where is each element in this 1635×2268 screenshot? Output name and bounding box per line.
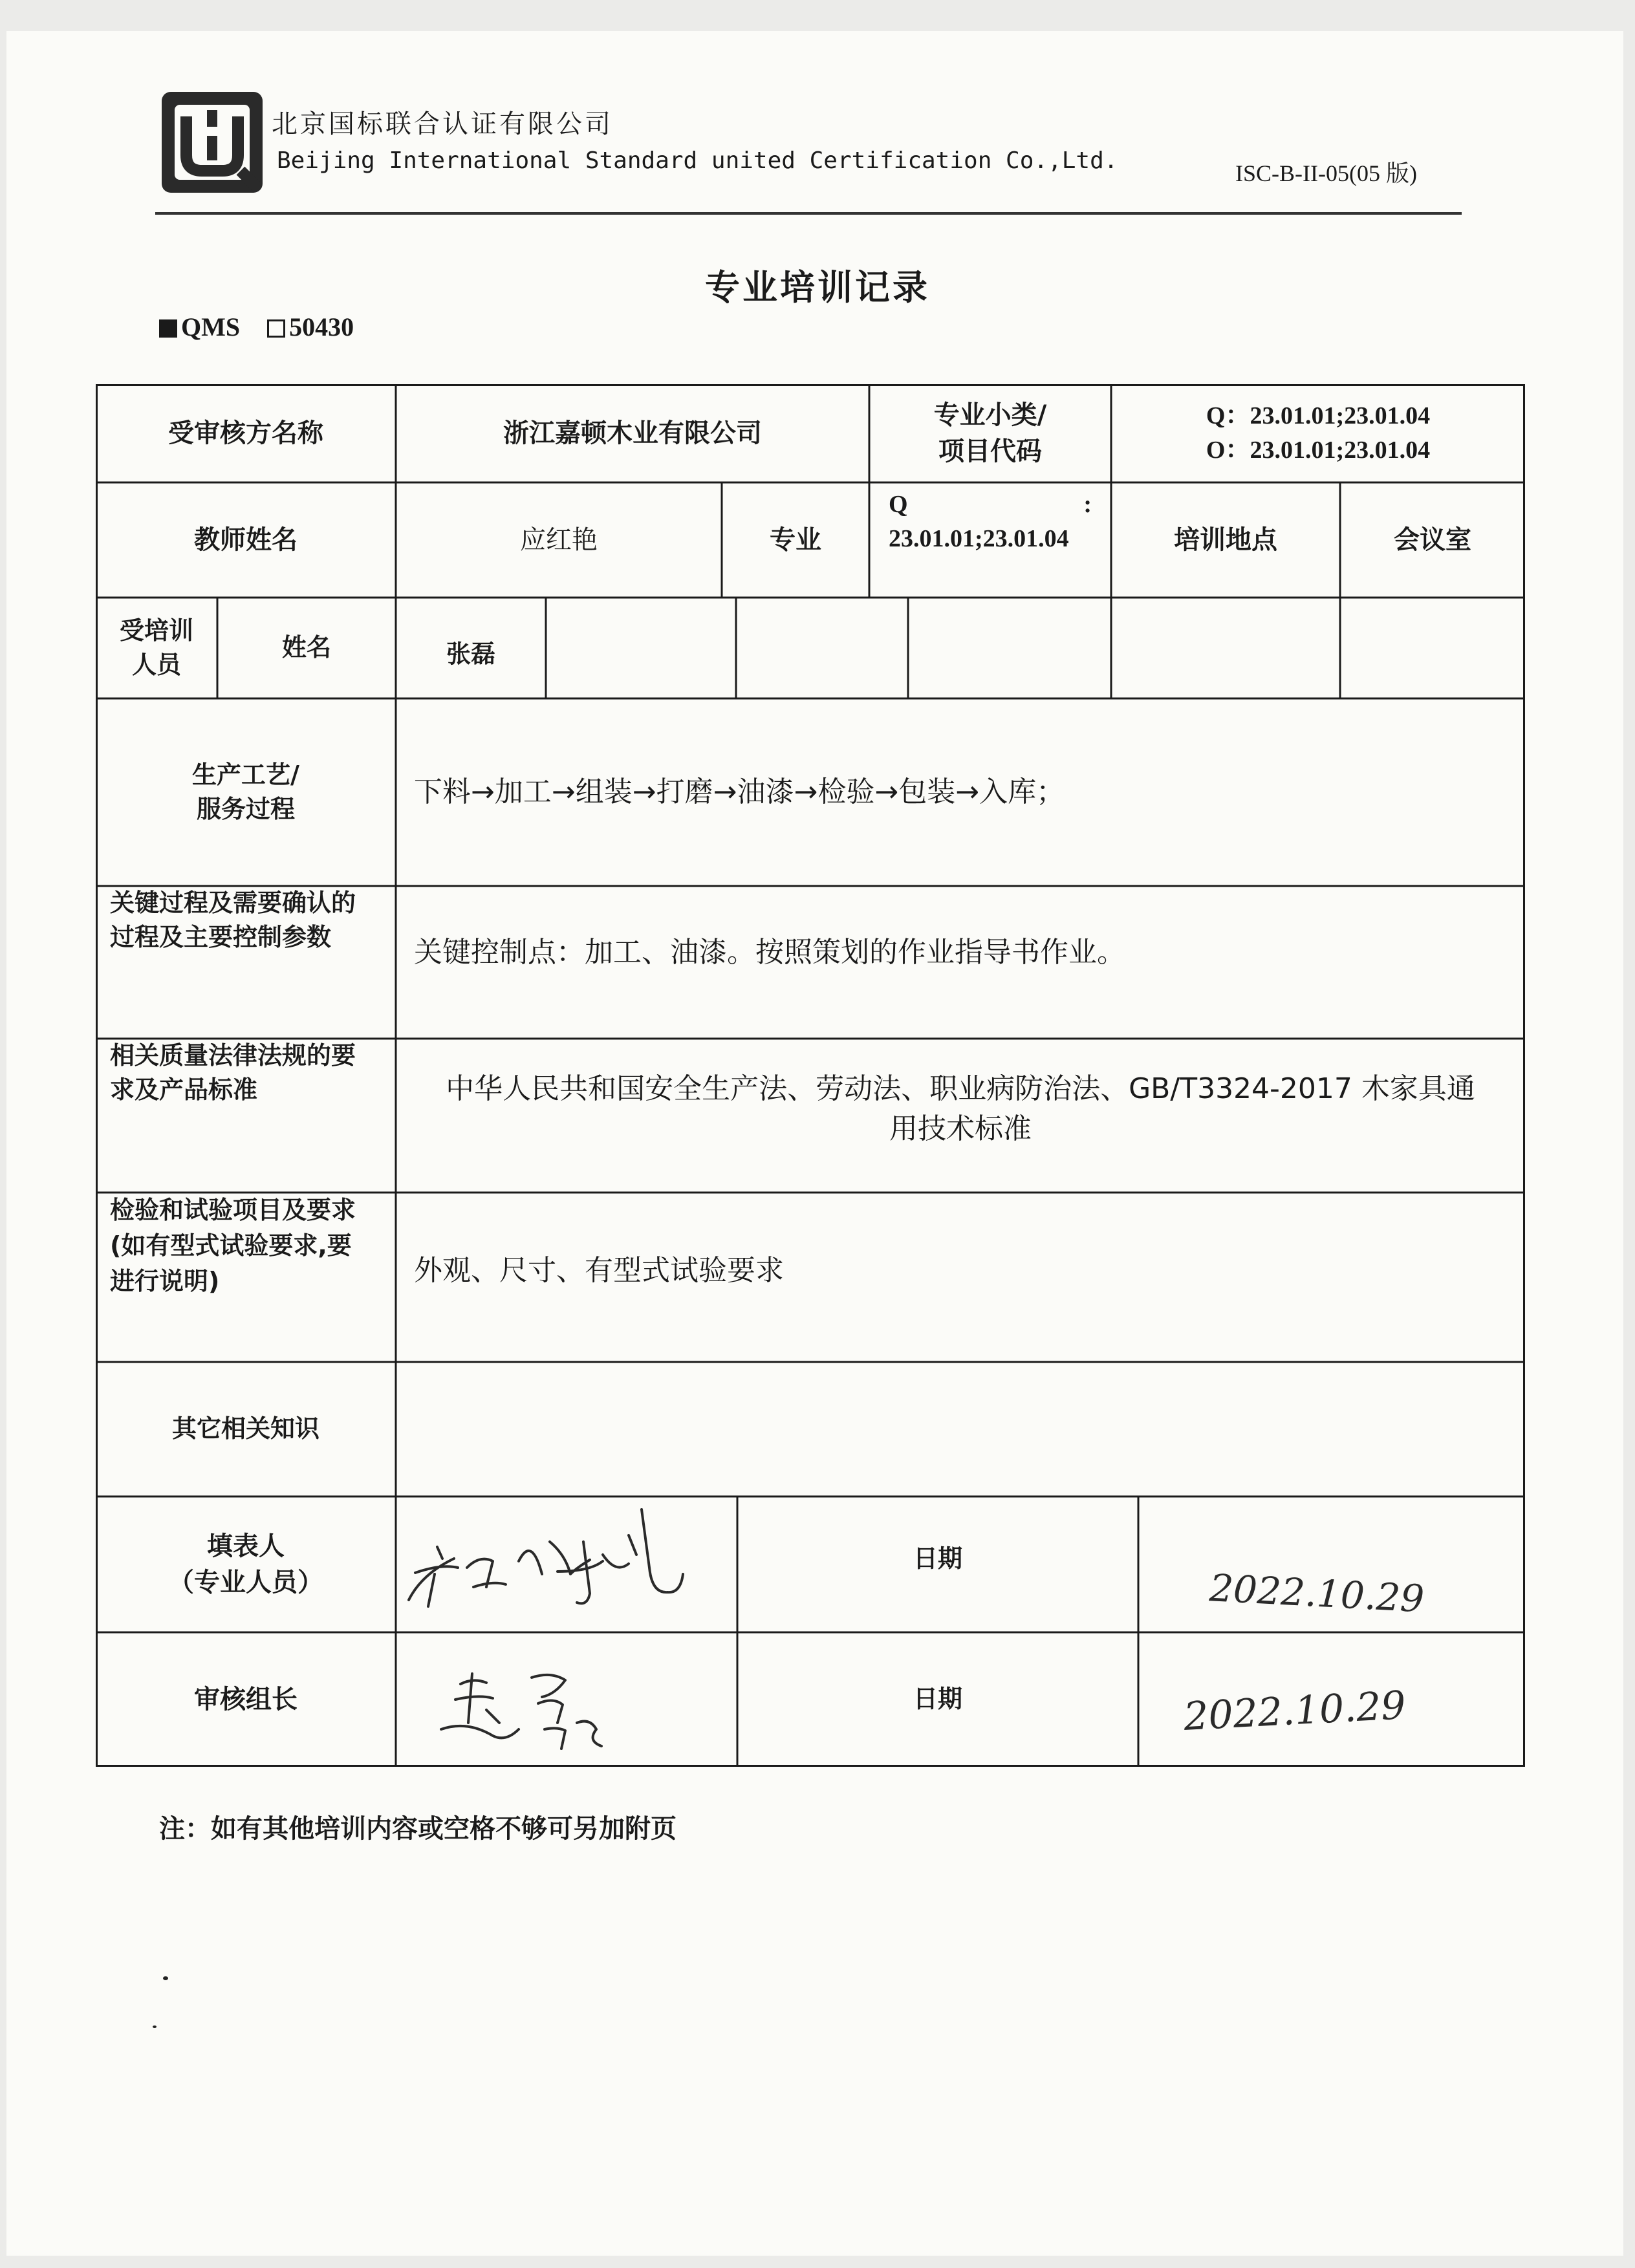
law-label	[96, 1039, 396, 1193]
audit-leader-label: 审核组长	[194, 1685, 298, 1714]
inspection-label-line1: 检验和试验项目及要求	[110, 1196, 356, 1224]
trainee-name-2	[546, 598, 736, 698]
date-value-2-text: 2022.10.29	[1182, 1683, 1407, 1740]
trainee-name-3	[736, 598, 908, 698]
logo-mark	[160, 91, 264, 194]
specialty-label: 专业	[770, 525, 821, 555]
filler-label-line1: 填表人	[207, 1531, 285, 1561]
date-value-1-text: 2022.10.29	[1208, 1566, 1425, 1621]
filler-signature	[396, 1496, 737, 1632]
company-name-en: Beijing International Standard united Certification Co.,Ltd.	[277, 147, 1118, 174]
scan-speck	[163, 1976, 168, 1980]
other-knowledge-label: 其它相关知识	[171, 1414, 319, 1443]
trainee-name-1: 张磊	[446, 640, 495, 669]
50430-label: 50430	[289, 312, 354, 341]
trainee-name-4	[908, 598, 1111, 698]
qms-label: QMS	[181, 312, 241, 341]
key-process-label-line1: 关键过程及需要确认的	[110, 889, 356, 917]
location-label: 培训地点	[1174, 525, 1277, 555]
law-value-line1: 中华人民共和国安全生产法、劳动法、职业病防治法、GB/T3324-2017 木家具通	[446, 1072, 1475, 1106]
date-label-1: 日期	[913, 1544, 962, 1573]
process-label-line1: 生产工艺/	[192, 760, 299, 789]
filler-label	[96, 1496, 396, 1632]
key-process-label	[96, 886, 396, 1039]
process-value: 下料→加工→组装→打磨→油漆→检验→包装→入库；	[414, 775, 1065, 809]
leader-signature-image	[396, 1632, 667, 1755]
key-process-value: 关键控制点：加工、油漆。按照策划的作业指导书作业。	[414, 936, 1125, 969]
inspection-value: 外观、尺寸、有型式试验要求	[414, 1254, 784, 1288]
category-label-line1: 专业小类/	[933, 400, 1047, 430]
specialty-colon: :	[1083, 491, 1092, 518]
standard-checkboxes	[159, 312, 354, 342]
date-value-2	[1138, 1632, 1525, 1767]
footnote: 注：如有其他培训内容或空格不够可另加附页	[159, 1814, 677, 1844]
auditee-label: 受审核方名称	[168, 418, 323, 448]
inspection-label	[96, 1193, 396, 1362]
location-value: 会议室	[1394, 525, 1471, 555]
trainee-label-line2: 人员	[131, 651, 181, 679]
category-codes	[1111, 384, 1525, 482]
50430-checkbox[interactable]	[267, 319, 285, 338]
qms-checkbox[interactable]	[159, 319, 177, 338]
process-label-line2: 服务过程	[196, 795, 295, 823]
law-value-line2: 用技术标准	[889, 1112, 1032, 1145]
category-label	[869, 384, 1111, 482]
trainee-name-5	[1111, 598, 1340, 698]
specialty-codes	[869, 482, 1111, 598]
trainee-name-6	[1340, 598, 1525, 698]
inspection-label-line3: 进行说明)	[110, 1267, 220, 1296]
filler-signature-image	[396, 1496, 693, 1619]
scan-speck	[153, 2025, 157, 2028]
training-record-table	[96, 384, 1525, 1767]
date-handwriting-1	[1138, 1496, 1500, 1626]
specialty-code-value: 23.01.01;23.01.04	[889, 525, 1069, 553]
trainee-label-line1: 受培训	[119, 616, 193, 645]
company-logo	[160, 91, 264, 194]
page-title: 专业培训记录	[705, 267, 930, 308]
teacher-label: 教师姓名	[194, 525, 298, 555]
trainee-name-label: 姓名	[281, 633, 331, 662]
law-value	[396, 1039, 1525, 1193]
filler-label-line2: （专业人员）	[168, 1568, 323, 1597]
specialty-q: Q	[889, 491, 908, 518]
inspection-label-line2: (如有型式试验要求,要	[110, 1231, 352, 1260]
law-label-line1: 相关质量法律法规的要	[110, 1041, 356, 1070]
date-handwriting-2	[1138, 1632, 1500, 1762]
trainee-label	[96, 598, 217, 698]
company-name-cn: 北京国标联合认证有限公司	[272, 109, 613, 139]
category-label-line2: 项目代码	[938, 437, 1042, 466]
teacher-value: 应红艳	[520, 525, 598, 555]
auditee-value: 浙江嘉顿木业有限公司	[503, 418, 762, 448]
date-value-1	[1138, 1496, 1525, 1632]
audit-leader-signature	[396, 1632, 737, 1767]
category-code-o: O：23.01.01;23.01.04	[1206, 437, 1431, 464]
process-label	[96, 698, 396, 886]
law-label-line2: 求及产品标准	[110, 1075, 258, 1105]
other-knowledge-value	[396, 1362, 1525, 1496]
document-code: ISC-B-II-05(05 版)	[1235, 160, 1417, 186]
header-divider	[155, 212, 1462, 215]
date-label-2: 日期	[913, 1685, 962, 1714]
category-code-q: Q：23.01.01;23.01.04	[1206, 402, 1431, 429]
key-process-label-line2: 过程及主要控制参数	[110, 923, 332, 952]
